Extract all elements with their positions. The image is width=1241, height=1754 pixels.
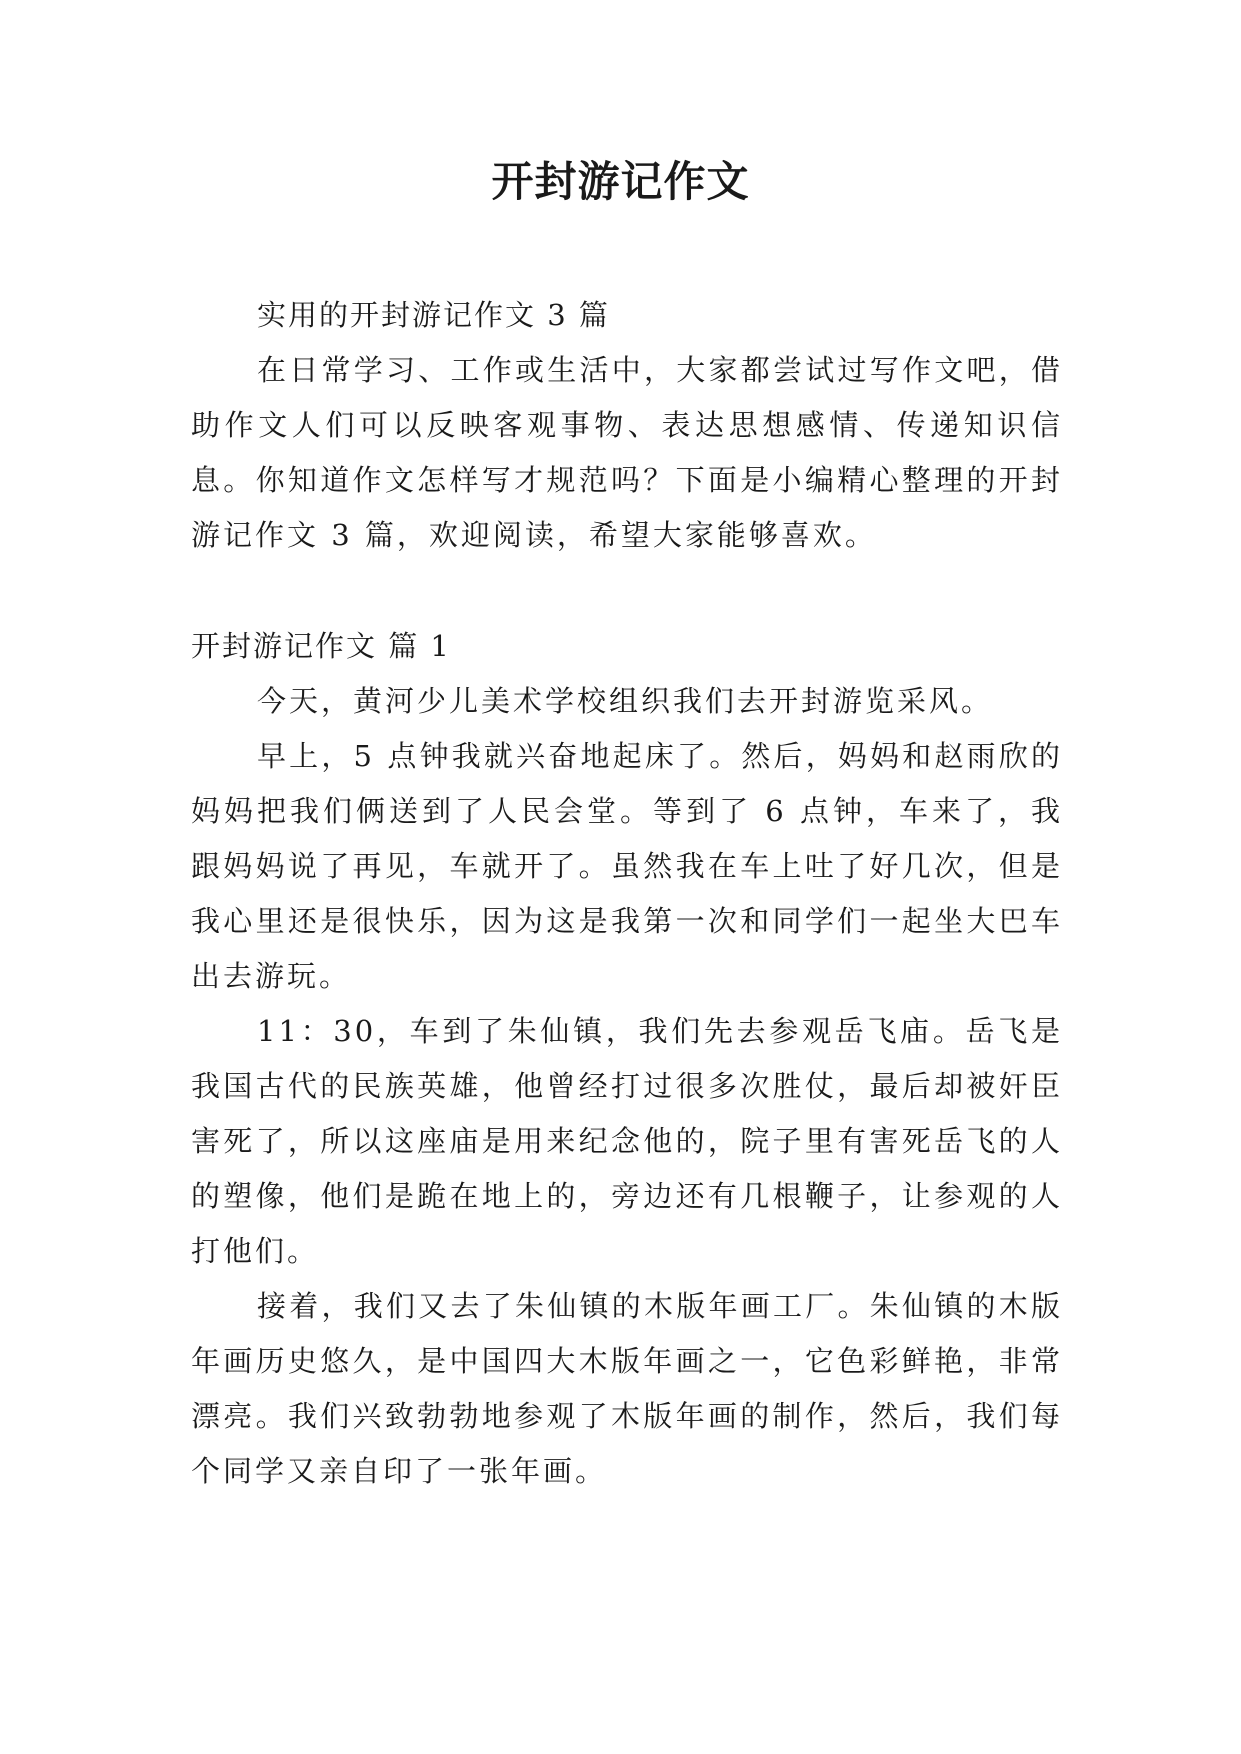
- document-body: [191, 288, 1063, 1499]
- intro-paragraph: 在日常学习、工作或生活中，大家都尝试过写作文吧，借助作文人们可以反映客观事物、表达思想感情、传递知识信息。你知道作文怎样写才规范吗？下面是小编精心整理的开封游记作文 3 篇，欢迎阅读，希望大家能够喜欢。: [191, 353, 1063, 552]
- body-paragraph: 11：30，车到了朱仙镇，我们先去参观岳飞庙。岳飞是我国古代的民族英雄，他曾经打过很多次胜仗，最后却被奸臣害死了，所以这座庙是用来纪念他的，院子里有害死岳飞的人的塑像，他们是跪在地上的，旁边还有几根鞭子，让参观的人打他们。: [191, 1014, 1063, 1268]
- document-subtitle: 实用的开封游记作文 3 篇: [257, 298, 610, 332]
- body-paragraph: 今天，黄河少儿美术学校组织我们去开封游览采风。: [257, 684, 994, 718]
- body-paragraph: 早上，5 点钟我就兴奋地起床了。然后，妈妈和赵雨欣的妈妈把我们俩送到了人民会堂。等到了 6 点钟，车来了，我跟妈妈说了再见，车就开了。虽然我在车上吐了好几次，但是我心里还是很快乐，因为这是我第一次和同学们一起坐大巴车出去游玩。: [191, 739, 1063, 993]
- document-title: 开封游记作文: [491, 157, 750, 206]
- section-heading: 开封游记作文 篇 1: [191, 629, 451, 663]
- body-paragraph: 接着，我们又去了朱仙镇的木版年画工厂。朱仙镇的木版年画历史悠久，是中国四大木版年画之一，它色彩鲜艳，非常漂亮。我们兴致勃勃地参观了木版年画的制作，然后，我们每个同学又亲自印了一张年画。: [191, 1289, 1063, 1488]
